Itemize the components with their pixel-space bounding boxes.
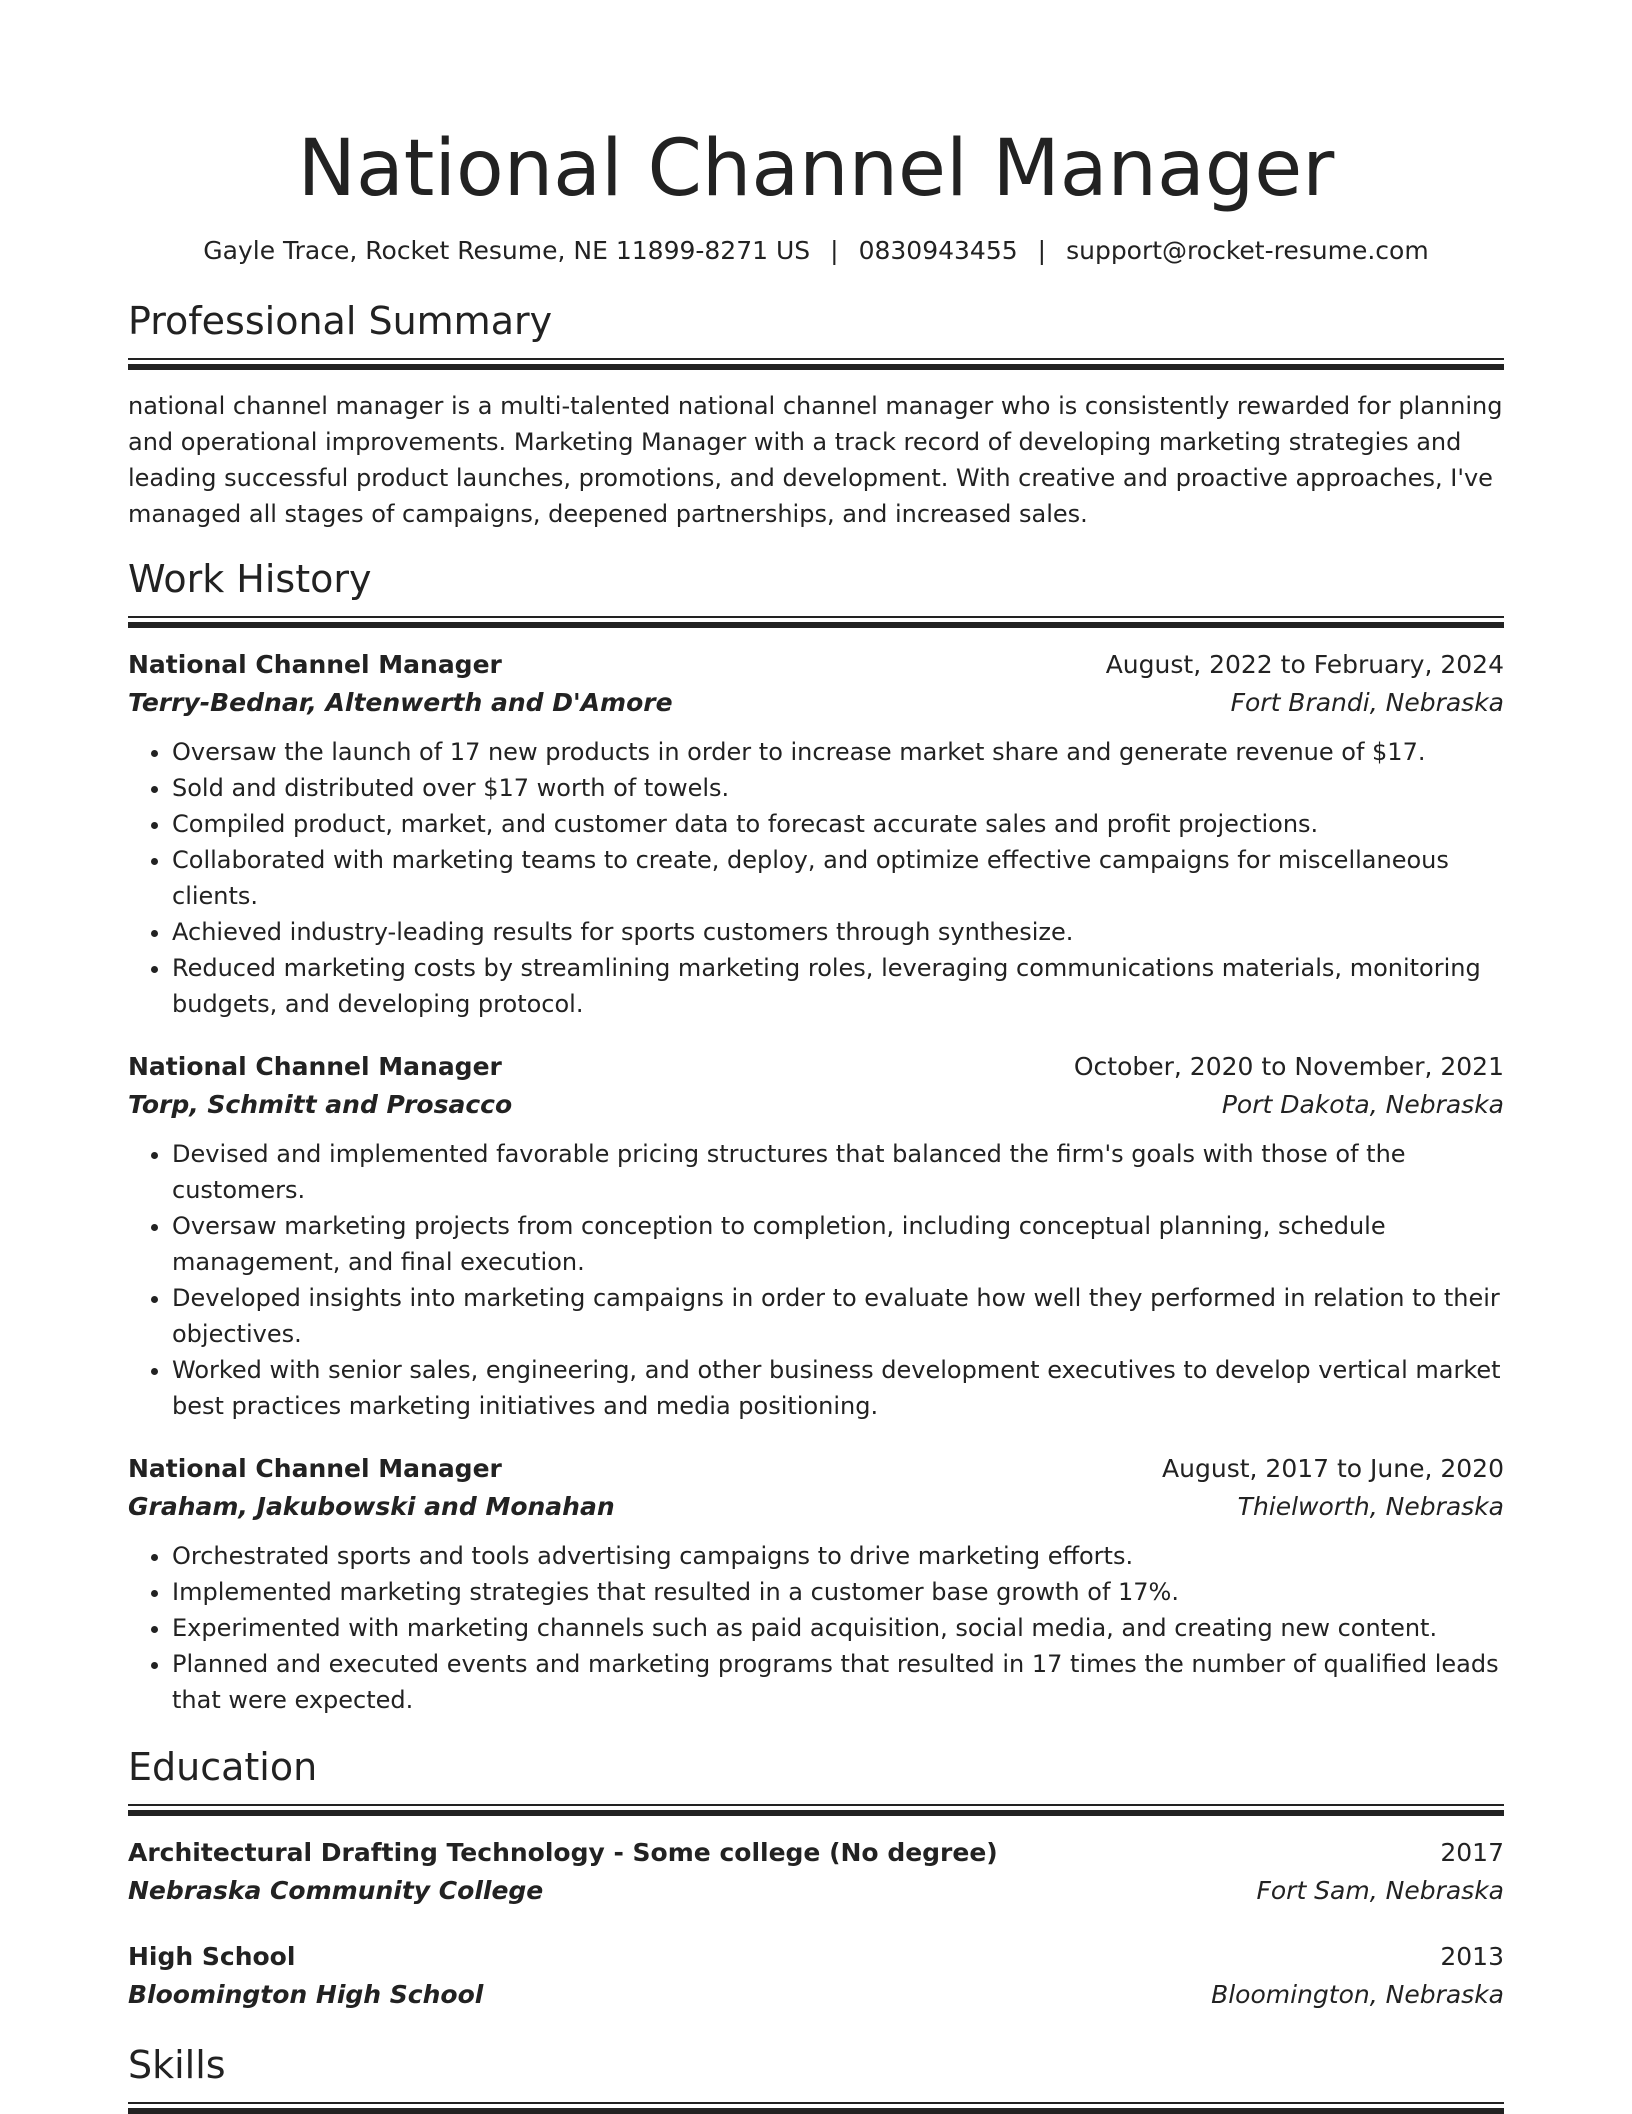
job-location: Fort Brandi, Nebraska: [1230, 688, 1504, 717]
section-divider: [128, 358, 1504, 370]
education-school-row: [128, 1976, 1504, 2014]
education-header-row: [128, 1938, 1504, 1976]
job-dates: August, 2022 to February, 2024: [1105, 650, 1504, 679]
job-bullet: • Sold and distributed over $17 worth of towels.: [172, 770, 1504, 806]
job-entry: [128, 1048, 1504, 1424]
contact-line: [128, 234, 1504, 268]
job-company: Graham, Jakubowski and Monahan: [128, 1492, 615, 1521]
education-header-row: [128, 1834, 1504, 1872]
section-divider: [128, 1804, 1504, 1816]
job-header-row: [128, 1450, 1504, 1488]
job-title: National Channel Manager: [128, 1052, 502, 1081]
job-company-row: [128, 1086, 1504, 1124]
resume-name: National Channel Manager: [297, 124, 1335, 214]
job-company: Terry-Bednar, Altenwerth and D'Amore: [128, 688, 673, 717]
job-bullets: [128, 1538, 1504, 1718]
job-entry: [128, 1450, 1504, 1718]
summary-text: national channel manager is a multi-talented national channel manager who is consistently rewarded for planning and operational improvements. Marketing Manager with a track record of developing marketing strategies and leading successful product launches, promotions, and development. With creative and proactive approaches, I've managed all stages of campaigns, deepened partnerships, and increased sales.: [128, 392, 1503, 528]
education-degree: High School: [128, 1942, 296, 1971]
education-location: Bloomington, Nebraska: [1211, 1980, 1504, 2009]
education-entry: [128, 1834, 1504, 1910]
section-title-work: Work History: [128, 557, 372, 601]
job-bullet: • Devised and implemented favorable pricing structures that balanced the firm's goals with those of the customers.: [172, 1136, 1504, 1208]
job-bullet: • Oversaw marketing projects from conception to completion, including conceptual planning, schedule management, and final execution.: [172, 1208, 1504, 1280]
education-school: Nebraska Community College: [128, 1876, 544, 1905]
job-bullet: • Worked with senior sales, engineering, and other business development executives to develop vertical market best practices marketing initiatives and media positioning.: [172, 1352, 1504, 1424]
job-dates: August, 2017 to June, 2020: [1162, 1454, 1504, 1483]
section-work-history: [128, 556, 1504, 1718]
job-bullets: [128, 734, 1504, 1022]
job-title: National Channel Manager: [128, 1454, 502, 1483]
job-bullet: • Collaborated with marketing teams to create, deploy, and optimize effective campaigns for miscellaneous clients.: [172, 842, 1504, 914]
job-title: National Channel Manager: [128, 650, 502, 679]
job-header-row: [128, 1048, 1504, 1086]
education-degree: Architectural Drafting Technology - Some college (No degree): [128, 1838, 998, 1867]
job-bullet: • Compiled product, market, and customer data to forecast accurate sales and profit projections.: [172, 806, 1504, 842]
education-school: Bloomington High School: [128, 1980, 484, 2009]
job-bullets: [128, 1136, 1504, 1424]
section-title-skills: Skills: [128, 2043, 226, 2087]
contact-email: support@rocket-resume.com: [1066, 236, 1429, 265]
section-skills: [128, 2042, 1504, 2114]
contact-phone: 0830943455: [858, 236, 1018, 265]
section-divider: [128, 2102, 1504, 2114]
education-location: Fort Sam, Nebraska: [1256, 1876, 1504, 1905]
job-bullet: • Planned and executed events and marketing programs that resulted in 17 times the number of qualified leads that were expected.: [172, 1646, 1504, 1718]
job-location: Port Dakota, Nebraska: [1221, 1090, 1504, 1119]
education-school-row: [128, 1872, 1504, 1910]
section-professional-summary: [128, 298, 1504, 532]
education-year: 2017: [1440, 1838, 1504, 1867]
education-year: 2013: [1440, 1942, 1504, 1971]
contact-separator: |: [830, 236, 839, 265]
job-company-row: [128, 684, 1504, 722]
job-bullet: • Achieved industry-leading results for sports customers through synthesize.: [172, 914, 1504, 950]
job-bullet: • Experimented with marketing channels such as paid acquisition, social media, and creating new content.: [172, 1610, 1504, 1646]
job-company: Torp, Schmitt and Prosacco: [128, 1090, 513, 1119]
job-dates: October, 2020 to November, 2021: [1073, 1052, 1504, 1081]
section-divider: [128, 616, 1504, 628]
job-bullet: • Oversaw the launch of 17 new products in order to increase market share and generate revenue of $17.: [172, 734, 1504, 770]
contact-address: Gayle Trace, Rocket Resume, NE 11899-8271 US: [203, 236, 811, 265]
education-entry: [128, 1938, 1504, 2014]
job-company-row: [128, 1488, 1504, 1526]
job-location: Thielworth, Nebraska: [1237, 1492, 1504, 1521]
job-header-row: [128, 646, 1504, 684]
section-title-summary: Professional Summary: [128, 299, 553, 343]
job-bullet: • Developed insights into marketing campaigns in order to evaluate how well they performed in relation to their objectives.: [172, 1280, 1504, 1352]
job-bullet: • Reduced marketing costs by streamlining marketing roles, leveraging communications materials, monitoring budgets, and developing protocol.: [172, 950, 1504, 1022]
job-bullet: • Implemented marketing strategies that resulted in a customer base growth of 17%.: [172, 1574, 1504, 1610]
job-bullet: • Orchestrated sports and tools advertising campaigns to drive marketing efforts.: [172, 1538, 1504, 1574]
contact-separator: |: [1037, 236, 1047, 265]
section-title-education: Education: [128, 1745, 318, 1789]
job-entry: [128, 646, 1504, 1022]
section-education: [128, 1744, 1504, 2014]
